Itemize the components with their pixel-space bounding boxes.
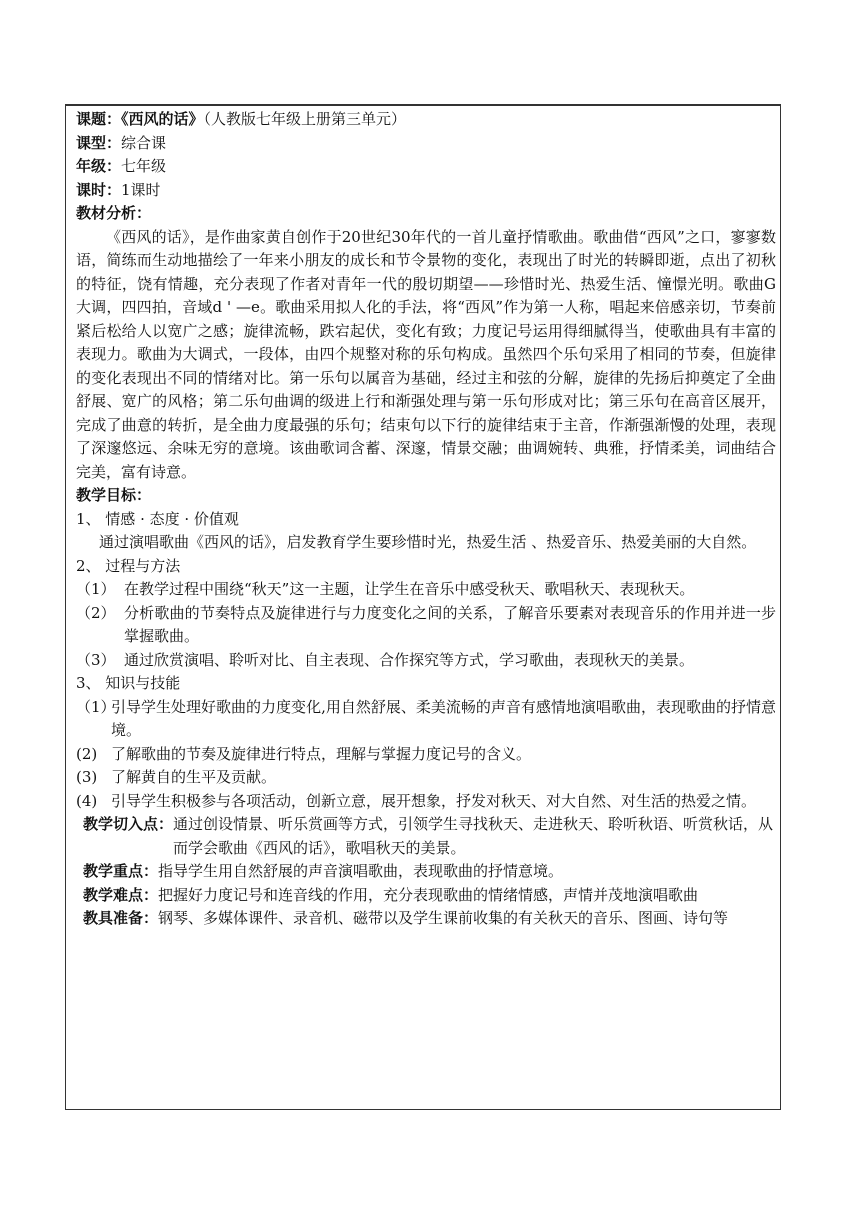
grade-row bbox=[76, 155, 776, 179]
hours-label: 课时： bbox=[76, 180, 122, 199]
lesson-type-row bbox=[76, 132, 776, 156]
goal-3-title: 3、 知识与技能 bbox=[76, 674, 181, 692]
goal-2-item bbox=[76, 602, 776, 649]
teaching-materials-label: 教具准备： bbox=[83, 909, 159, 927]
teaching-entry-point bbox=[76, 813, 776, 860]
goal-3-item-text: 了解黄自的生平及贡献。 bbox=[111, 768, 277, 786]
hours-row bbox=[76, 179, 776, 203]
teaching-entry-point-text: 通过创设情景、听乐赏画等方式，引领学生寻找秋天、走进秋天、聆听秋语、听赏秋话，从而学会歌曲《西风的话》，歌唱秋天的美景。 bbox=[173, 815, 774, 857]
table-top-border bbox=[66, 105, 780, 106]
goal-2-item-text: 通过欣赏演唱、聆听对比、自主表现、合作探究等方式，学习歌曲，表现秋天的美景。 bbox=[124, 650, 695, 669]
lesson-type-value: 综合课 bbox=[121, 133, 167, 152]
goal-2-title: 2、 过程与方法 bbox=[76, 556, 181, 575]
analysis-heading: 教材分析： bbox=[76, 204, 152, 222]
lesson-title-note: （人教版七年级上册第三单元） bbox=[203, 110, 407, 128]
goal-3-item bbox=[76, 696, 776, 743]
lesson-title-value: 《西风的话》 bbox=[121, 110, 204, 128]
lesson-title-row bbox=[76, 108, 776, 132]
hours-value: 1课时 bbox=[121, 180, 161, 199]
teaching-key-point-label: 教学重点： bbox=[83, 862, 159, 880]
teaching-difficulty-label: 教学难点： bbox=[83, 885, 159, 904]
goals-heading: 教学目标： bbox=[76, 486, 152, 504]
goal-3-item bbox=[76, 790, 776, 814]
teaching-entry-point-label: 教学切入点： bbox=[83, 815, 174, 833]
lesson-title-label: 课题： bbox=[76, 110, 122, 128]
teaching-difficulty bbox=[76, 884, 776, 908]
goal-3-item-text: 了解歌曲的节奏及旋律进行特点，理解与掌握力度记号的含义。 bbox=[111, 744, 532, 763]
goal-3-item bbox=[76, 743, 776, 767]
teaching-difficulty-text: 把握好力度记号和连音线的作用，充分表现歌曲的情绪情感，声情并茂地演唱歌曲 bbox=[158, 885, 699, 904]
goal-3-item-number: （1） bbox=[76, 697, 116, 716]
grade-value: 七年级 bbox=[121, 157, 167, 175]
goal-2-item-number: （1） bbox=[76, 580, 116, 598]
goal-2-item bbox=[76, 578, 776, 602]
goal-3-item-text: 引导学生处理好歌曲的力度变化,用自然舒展、柔美流畅的声音有感情地演唱歌曲，表现歌曲的抒情意境。 bbox=[111, 697, 776, 739]
goal-3-item-text: 引导学生积极参与各项活动，创新立意，展开想象，抒发对秋天、对大自然、对生活的热爱之情。 bbox=[111, 791, 757, 810]
goal-3-item bbox=[76, 766, 776, 790]
goal-1-title: 1、 情感 · 态度 · 价值观 bbox=[76, 509, 239, 528]
goal-2-item bbox=[76, 649, 776, 673]
teaching-key-point-text: 指导学生用自然舒展的声音演唱歌曲，表现歌曲的抒情意境。 bbox=[158, 862, 564, 880]
analysis-body: 《西风的话》，是作曲家黄自创作于20世纪30年代的一首儿童抒情歌曲。歌曲借“西风”之口，寥寥数语，简练而生动地描绘了一年来小朋友的成长和节令景物的变化，表现出了时光的转瞬即逝，点出了初秋的特征，饶有情趣，充分表现了作者对青年一代的殷切期望——珍惜时光、热爱生活、憧憬光明。歌曲G大调，四四拍，音域d ' —e。歌曲采用拟人化的手法，将“西风”作为第一人称，唱起来倍感亲切，节奏前紧后松给人以宽广之感；旋律流畅，跌宕起伏，变化有致；力度记号运用得细腻得当，使歌曲具有丰富的表现力。歌曲为大调式，一段体，由四个规整对称的乐句构成。虽然四个乐句采用了相同的节奏，但旋律的变化表现出不同的情绪对比。第一乐句以属音为基础，经过主和弦的分解，旋律的先扬后抑奠定了全曲舒展、宽广的风格；第二乐句曲调的级进上行和渐强处理与第一乐句形成对比；第三乐句在高音区展开，完成了曲意的转折，是全曲力度最强的乐句；结束句以下行的旋律结束于主音，作渐强渐慢的处理，表现了深邃悠远、余味无穷的意境。该曲歌词含蓄、深邃，情景交融；曲调婉转、典雅，抒情柔美，词曲结合完美，富有诗意。 bbox=[76, 227, 776, 481]
teaching-key-point bbox=[76, 860, 776, 884]
goal-2-item-number: （2） bbox=[76, 603, 116, 622]
goal-2-item-text: 在教学过程中围绕“秋天”这一主题，让学生在音乐中感受秋天、歌唱秋天、表现秋天。 bbox=[124, 580, 695, 598]
lesson-plan-content bbox=[76, 108, 776, 931]
lesson-plan-table bbox=[65, 104, 781, 1110]
lesson-type-label: 课型： bbox=[76, 133, 122, 152]
teaching-materials-text: 钢琴、多媒体课件、录音机、磁带以及学生课前收集的有关秋天的音乐、图画、诗句等 bbox=[158, 909, 729, 927]
goal-3-item-number: (4) bbox=[76, 791, 98, 810]
goal-1-body: 通过演唱歌曲《西风的话》，启发教育学生要珍惜时光，热爱生活 、热爱音乐、热爱美丽的大自然。 bbox=[99, 533, 757, 551]
goal-3-item-number: (2) bbox=[76, 744, 98, 763]
goal-2-item-number: （3） bbox=[76, 650, 116, 669]
grade-label: 年级： bbox=[76, 157, 122, 175]
teaching-materials bbox=[76, 907, 776, 931]
goal-2-item-text: 分析歌曲的节奏特点及旋律进行与力度变化之间的关系，了解音乐要素对表现音乐的作用并进一步掌握歌曲。 bbox=[124, 603, 776, 645]
goal-3-item-number: (3) bbox=[76, 768, 98, 786]
